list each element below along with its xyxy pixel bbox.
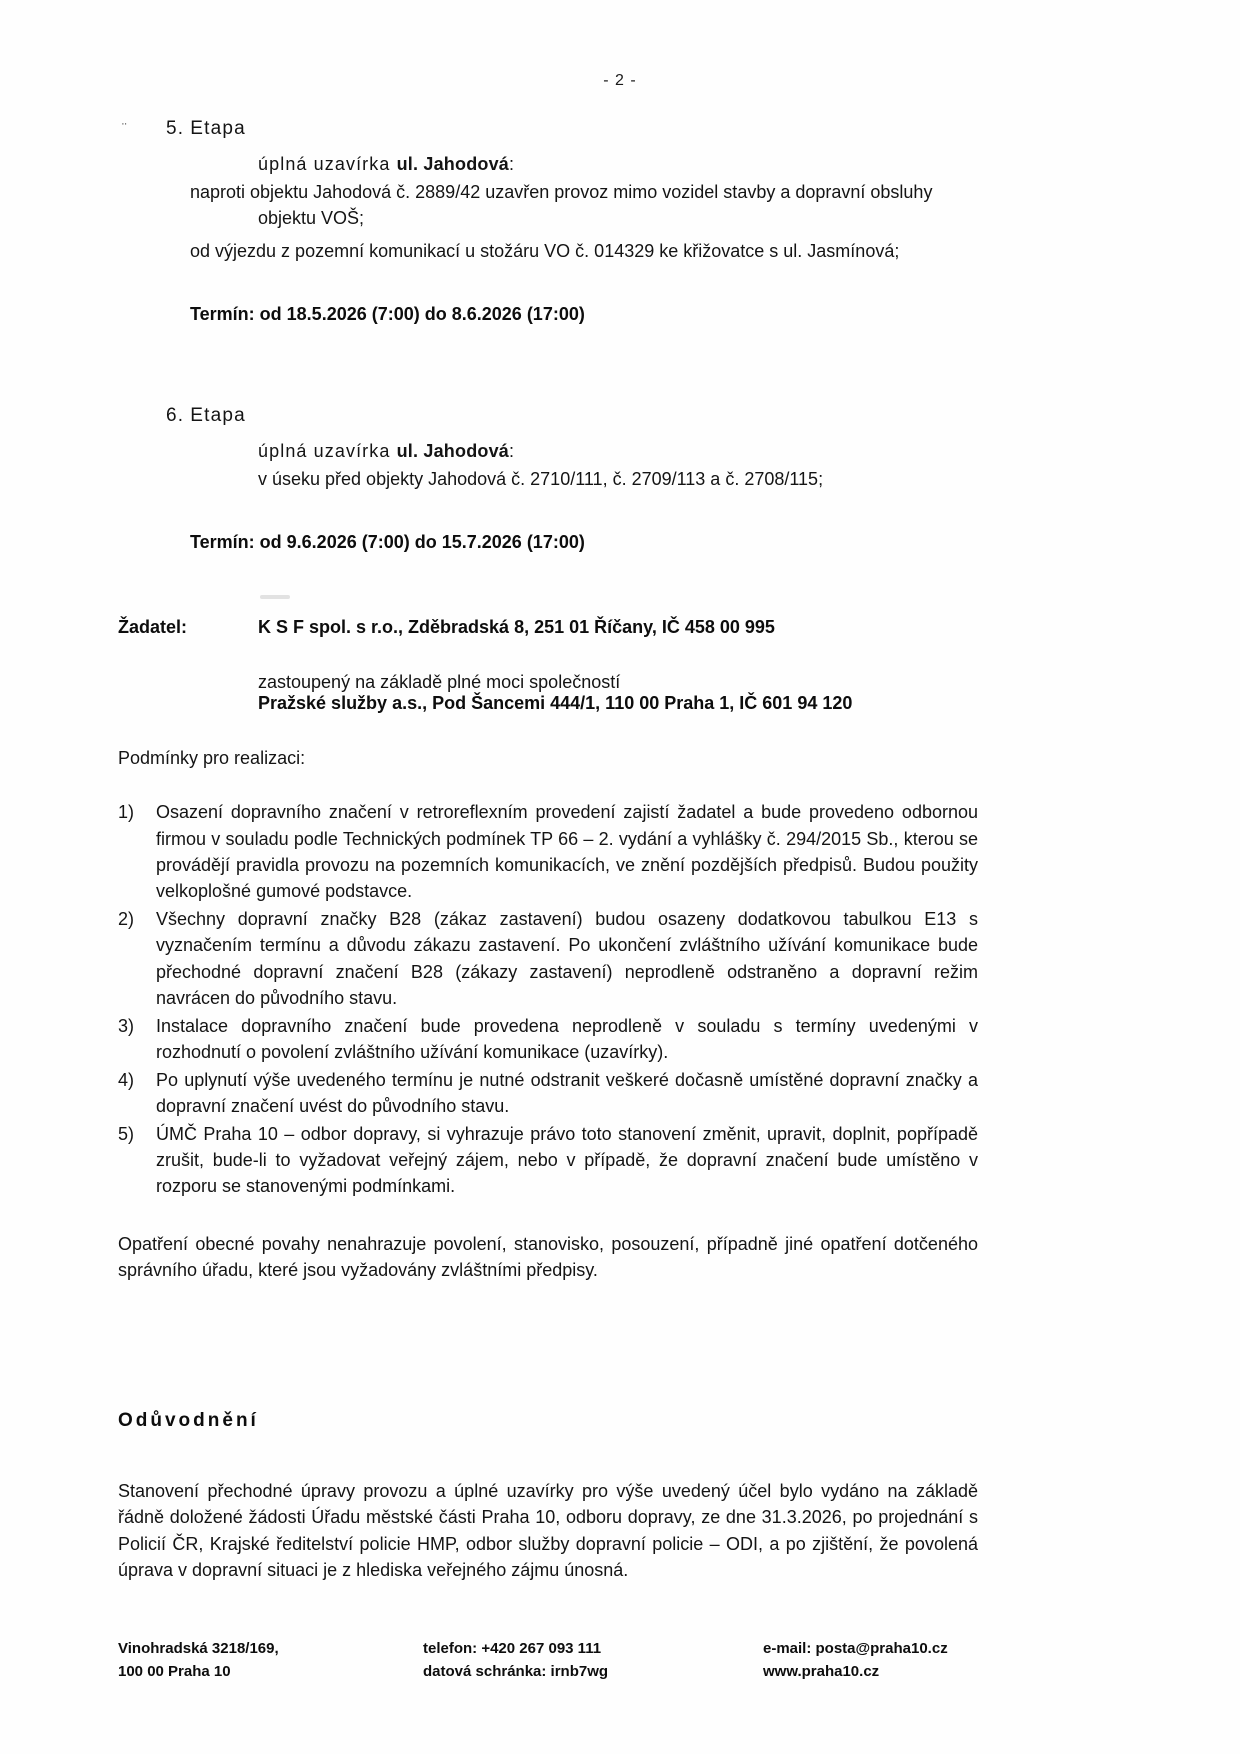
footer-website: www.praha10.cz <box>763 1663 880 1681</box>
footer-databox: datová schránka: irnb7wg <box>423 1663 609 1681</box>
footer-contact <box>423 1637 763 1684</box>
closure-prefix-6: úplná uzavírka <box>258 440 397 461</box>
condition-text-2: Všechny dopravní značky B28 (zákaz zastavení) budou osazeny dodatkovou tabulkou E13 s vyznačením termínu a důvodu zákazu zastavení. Po ukončení zvláštního užívání komunikace bude přechodné dopravní značení B28 (zákazy zastavení) neprodleně odstraněno a dopravní režim navrácen do původního stavu. <box>156 908 978 1009</box>
conditions-heading: Podmínky pro realizaci: <box>118 748 306 769</box>
closure-prefix-5: úplná uzavírka <box>258 154 397 174</box>
footer-phone: telefon: +420 267 093 111 <box>423 1640 602 1657</box>
stage-closure-6 <box>258 441 978 462</box>
applicant-represented-intro: zastoupený na základě plné moci společností <box>258 672 621 693</box>
condition-item-5 <box>118 1121 978 1200</box>
stage-number-5: 5. <box>166 118 185 139</box>
stage-detail-6-1: v úseku před objekty Jahodová č. 2710/111, č. 2709/113 a č. 2708/115; <box>258 468 824 489</box>
footer-email: e-mail: posta@praha10.cz <box>763 1640 948 1657</box>
stage-title-6 <box>166 405 978 427</box>
closure-street-5: ul. Jahodová <box>396 154 509 174</box>
stage-detail-5-1: naproti objektu Jahodová č. 2889/42 uzavřen provoz mimo vozidel stavby a dopravní obsluhy <box>190 182 933 202</box>
applicant-represented-company: Pražské služby a.s., Pod Šancemi 444/1, 110 00 Praha 1, IČ 601 94 120 <box>258 693 853 714</box>
footer-online <box>763 1637 1018 1684</box>
condition-item-2 <box>118 906 978 1012</box>
stage-closure-5 <box>258 154 978 175</box>
footer-address-line2: 100 00 Praha 10 <box>118 1663 231 1681</box>
stage-term-5: Termín: od 18.5.2026 (7:00) do 8.6.2026 (17:00) <box>190 303 585 324</box>
closure-suffix-5: : <box>509 154 516 174</box>
scan-artifact-smudge <box>260 595 290 599</box>
condition-text-5: ÚMČ Praha 10 – odbor dopravy, si vyhrazuje právo toto stanovení změnit, upravit, doplnit, popřípadě zrušit, bude-li to vyžadovat veřejný zájem, nebo v případě, že dopravní značení bude umístěno v rozporu se stanovenými podmínkami. <box>156 1123 978 1197</box>
stage-title-5 <box>166 118 978 140</box>
applicant-value: K S F spol. s r.o., Zděbradská 8, 251 01 Říčany, IČ 458 00 995 <box>258 617 775 638</box>
condition-marker-3: 3) <box>118 1015 135 1036</box>
reasoning-heading: Odůvodnění <box>118 1409 259 1431</box>
closure-street-6: ul. Jahodová <box>396 440 509 461</box>
page-footer <box>118 1637 1018 1684</box>
applicant-label: Žadatel: <box>118 617 188 638</box>
closure-suffix-6: : <box>509 440 516 461</box>
stage-detail-5-3: od výjezdu z pozemní komunikací u stožáru VO č. 014329 ke křižovatce s ul. Jasmínová; <box>190 240 900 261</box>
document-body <box>118 118 978 1584</box>
stage-detail-5-2: objektu VOŠ; <box>258 208 365 229</box>
notice-paragraph: Opatření obecné povahy nenahrazuje povolení, stanovisko, posouzení, případně jiné opatření dotčeného správního úřadu, které jsou vyžadovány zvláštními předpisy. <box>118 1233 978 1281</box>
scan-artifact-dots: ¨ <box>122 120 127 136</box>
conditions-list <box>118 799 978 1200</box>
condition-text-3: Instalace dopravního značení bude provedena neprodleně v souladu s termíny uvedenými v rozhodnutí o povolení zvláštního užívání komunikace (uzavírky). <box>156 1015 978 1063</box>
reasoning-paragraph: Stanovení přechodné úpravy provozu a úplné uzavírky pro výše uvedený účel bylo vydáno na základě řádně doložené žádosti Úřadu městské části Praha 10, odboru dopravy, ze dne 31.3.2026, po projednání s Policií ČR, Krajské ředitelství policie HMP, odbor služby dopravní policie – ODI, a po zjištění, že povolená úprava v dopravní situaci je z hlediska veřejného zájmu únosná. <box>118 1480 978 1581</box>
condition-marker-2: 2) <box>118 908 135 929</box>
stage-term-6: Termín: od 9.6.2026 (7:00) do 15.7.2026 (17:00) <box>190 532 585 553</box>
stage-label-6: Etapa <box>190 404 246 426</box>
condition-text-1: Osazení dopravního značení v retroreflexním provedení zajistí žadatel a bude provedeno odbornou firmou v souladu podle Technických podmínek TP 66 – 2. vydání a vyhlášky č. 294/2015 Sb., kterou se provádějí pravidla provozu na pozemních komunikacích, ve znění pozdějších předpisů. Budou použity velkoplošné gumové podstavce. <box>156 802 978 902</box>
stage-block-5 <box>118 118 978 325</box>
condition-item-3 <box>118 1013 978 1066</box>
condition-text-4: Po uplynutí výše uvedeného termínu je nutné odstranit veškeré dočasně umístěné dopravní značky a dopravní značení uvést do původního stavu. <box>156 1069 978 1117</box>
footer-address-line1: Vinohradská 3218/169, <box>118 1640 279 1657</box>
footer-address <box>118 1637 423 1684</box>
condition-item-1 <box>118 799 978 905</box>
stage-number-6: 6. <box>166 404 185 426</box>
condition-marker-4: 4) <box>118 1069 135 1090</box>
condition-marker-1: 1) <box>118 802 135 823</box>
applicant-row <box>118 617 978 638</box>
condition-marker-5: 5) <box>118 1123 135 1144</box>
page-number: - 2 - <box>603 72 637 89</box>
stage-label-5: Etapa <box>190 118 246 139</box>
stage-block-6 <box>118 405 978 553</box>
condition-item-4 <box>118 1067 978 1120</box>
